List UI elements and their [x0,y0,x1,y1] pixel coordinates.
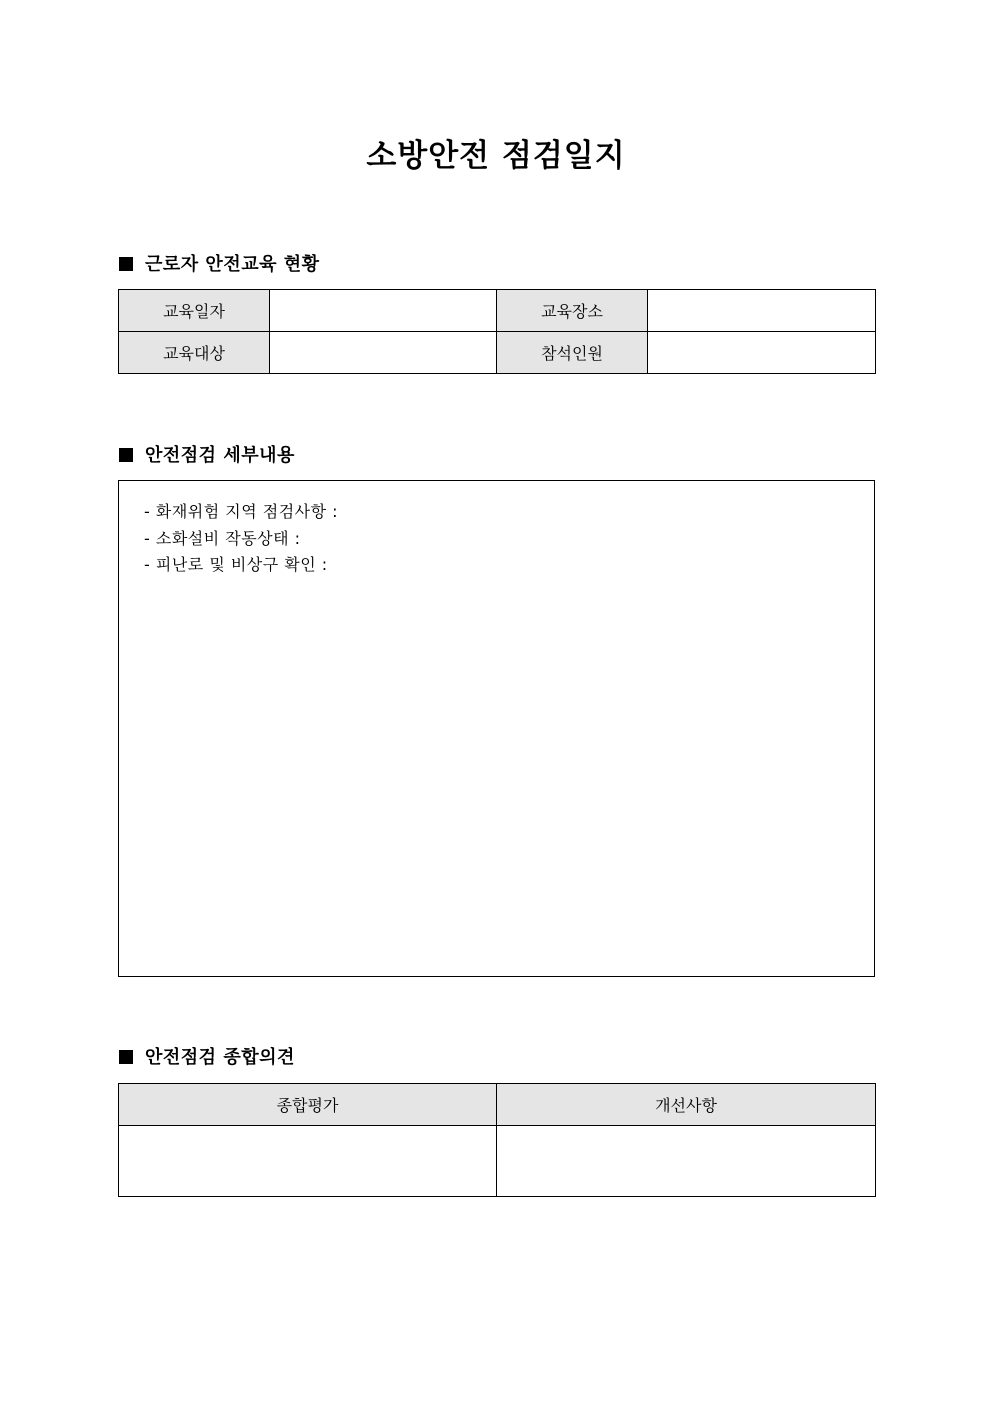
section-heading-details [119,444,295,468]
section-heading-summary [119,1046,295,1070]
education-date-label: 교육일자 [119,290,270,332]
square-bullet-icon [119,257,133,271]
section-heading-education [119,253,320,277]
attendees-label: 참석인원 [497,332,648,374]
table-row [119,332,876,374]
table-row [119,1126,876,1197]
education-date-field[interactable] [270,290,497,332]
education-target-label: 교육대상 [119,332,270,374]
list-item: - 피난로 및 비상구 확인 : [144,555,328,574]
detail-list [144,499,338,579]
list-item: - 화재위험 지역 점검사항 : [144,502,339,521]
square-bullet-icon [119,1050,133,1064]
list-item: - 소화설비 작동상태 : [144,528,301,548]
detail-content-box[interactable] [118,480,875,977]
improvements-label: 개선사항 [497,1084,876,1126]
education-place-label: 교육장소 [497,290,648,332]
education-place-field[interactable] [648,290,876,332]
section-heading-education-label: 근로자 안전교육 현황 [145,254,320,275]
education-table [118,289,876,374]
overall-evaluation-label: 종합평가 [119,1084,497,1126]
section-heading-summary-label: 안전점검 종합의견 [145,1047,295,1068]
education-target-field[interactable] [270,332,497,374]
overall-evaluation-field[interactable] [119,1126,497,1197]
table-row [119,1084,876,1126]
square-bullet-icon [119,448,133,462]
summary-table [118,1083,876,1197]
section-heading-details-label: 안전점검 세부내용 [145,445,295,466]
attendees-field[interactable] [648,332,876,374]
table-row [119,290,876,332]
page-title: 소방안전 점검일지 [366,138,626,174]
improvements-field[interactable] [497,1126,876,1197]
